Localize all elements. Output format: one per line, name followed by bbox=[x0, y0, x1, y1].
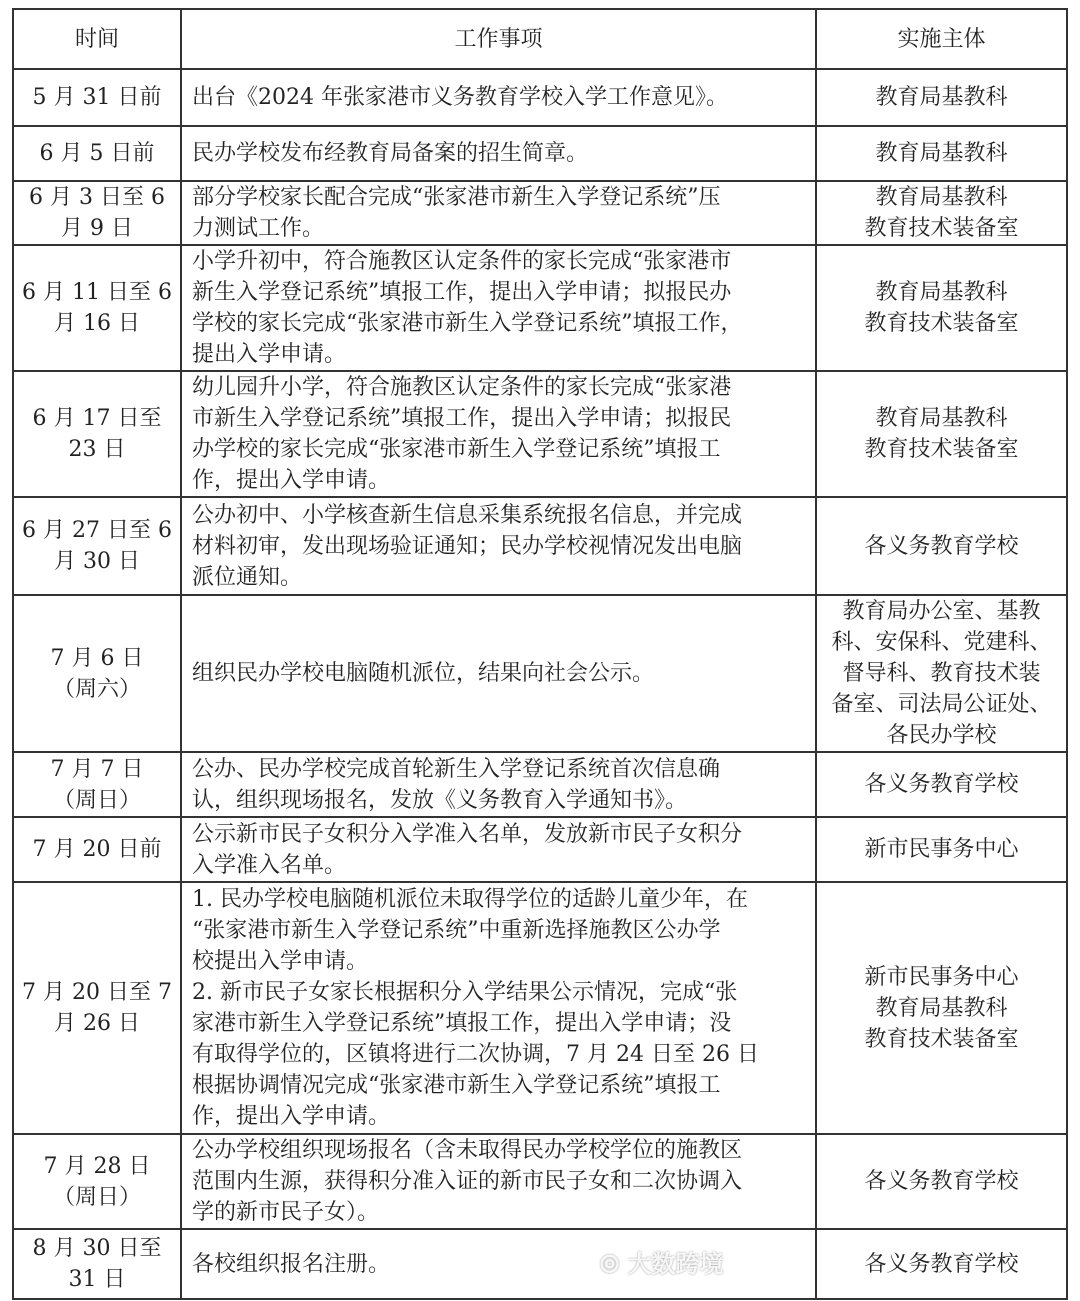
row-task: 组织民办学校电脑随机派位，结果向社会公示。 bbox=[181, 595, 816, 752]
row-owner: 各义务教育学校 bbox=[816, 752, 1067, 817]
row-time: 6 月 11 日至 6 月 16 日 bbox=[13, 245, 181, 371]
row-owner: 教育局办公室、基教 科、安保科、党建科、 督导科、教育技术装 备室、司法局公证处、 各民办学校 bbox=[816, 595, 1067, 752]
row-time: 7 月 7 日 （周日） bbox=[13, 752, 181, 817]
row-owner: 新市民事务中心 bbox=[816, 817, 1067, 882]
table-row bbox=[13, 752, 1067, 817]
row-time: 7 月 6 日 （周六） bbox=[13, 595, 181, 752]
row-task: 各校组织报名注册。 bbox=[181, 1229, 816, 1299]
table-row bbox=[13, 181, 1067, 245]
row-time: 7 月 20 日前 bbox=[13, 817, 181, 882]
enrollment-schedule-table bbox=[12, 8, 1068, 1300]
table-header-row bbox=[13, 9, 1067, 69]
watermark-logo: ⦾ 大数跨境 bbox=[600, 1250, 724, 1278]
row-time: 6 月 3 日至 6 月 9 日 bbox=[13, 181, 181, 245]
row-task: 小学升初中，符合施教区认定条件的家长完成“张家港市 新生入学登记系统”填报工作，提出入学申请；拟报民办 学校的家长完成“张家港市新生入学登记系统”填报工作， 提出入学申请。 bbox=[181, 245, 816, 371]
row-time: 7 月 28 日 （周日） bbox=[13, 1134, 181, 1229]
row-task: 1. 民办学校电脑随机派位未取得学位的适龄儿童少年，在 “张家港市新生入学登记系统”中重新选择施教区公办学 校提出入学申请。 2. 新市民子女家长根据积分入学结果公示情况，完成“张 家港市新生入学登记系统”填报工作，提出入学申请；没 有取得学位的，区镇将进行二次协调，7 月 24 日至 26 日 根据协调情况完成“张家港市新生入学登记系统”填报工 作，提出入学申请。 bbox=[181, 882, 816, 1134]
row-time: 6 月 17 日至 23 日 bbox=[13, 371, 181, 497]
row-owner: 教育局基教科 教育技术装备室 bbox=[816, 181, 1067, 245]
table-row bbox=[13, 1134, 1067, 1229]
row-owner: 各义务教育学校 bbox=[816, 1134, 1067, 1229]
table-row bbox=[13, 126, 1067, 181]
table-row bbox=[13, 1229, 1067, 1299]
row-owner: 教育局基教科 bbox=[816, 69, 1067, 126]
row-owner: 教育局基教科 教育技术装备室 bbox=[816, 245, 1067, 371]
table-row bbox=[13, 371, 1067, 497]
row-task: 公办学校组织现场报名（含未取得民办学校学位的施教区 范围内生源，获得积分准入证的新市民子女和二次协调入 学的新市民子女）。 bbox=[181, 1134, 816, 1229]
row-owner: 各义务教育学校 bbox=[816, 497, 1067, 595]
row-owner: 各义务教育学校 bbox=[816, 1229, 1067, 1299]
header-owner: 实施主体 bbox=[816, 9, 1067, 69]
table-body bbox=[13, 69, 1067, 1299]
row-time: 8 月 30 日至 31 日 bbox=[13, 1229, 181, 1299]
header-task: 工作事项 bbox=[181, 9, 816, 69]
row-task: 幼儿园升小学，符合施教区认定条件的家长完成“张家港 市新生入学登记系统”填报工作，提出入学申请；拟报民 办学校的家长完成“张家港市新生入学登记系统”填报工 作，提出入学申请。 bbox=[181, 371, 816, 497]
table-row bbox=[13, 595, 1067, 752]
row-task: 公办、民办学校完成首轮新生入学登记系统首次信息确 认，组织现场报名，发放《义务教育入学通知书》。 bbox=[181, 752, 816, 817]
row-owner: 教育局基教科 bbox=[816, 126, 1067, 181]
row-owner: 教育局基教科 教育技术装备室 bbox=[816, 371, 1067, 497]
row-time: 6 月 5 日前 bbox=[13, 126, 181, 181]
row-task: 公示新市民子女积分入学准入名单，发放新市民子女积分 入学准入名单。 bbox=[181, 817, 816, 882]
watermark-text: 大数跨境 bbox=[627, 1250, 724, 1278]
row-time: 6 月 27 日至 6 月 30 日 bbox=[13, 497, 181, 595]
row-task: 民办学校发布经教育局备案的招生简章。 bbox=[181, 126, 816, 181]
row-owner: 新市民事务中心 教育局基教科 教育技术装备室 bbox=[816, 882, 1067, 1134]
table-row bbox=[13, 497, 1067, 595]
row-time: 5 月 31 日前 bbox=[13, 69, 181, 126]
table-row bbox=[13, 69, 1067, 126]
table-row bbox=[13, 882, 1067, 1134]
header-time: 时间 bbox=[13, 9, 181, 69]
row-task: 公办初中、小学核查新生信息采集系统报名信息，并完成 材料初审，发出现场验证通知；民办学校视情况发出电脑 派位通知。 bbox=[181, 497, 816, 595]
table-row bbox=[13, 245, 1067, 371]
row-task: 出台《2024 年张家港市义务教育学校入学工作意见》。 bbox=[181, 69, 816, 126]
row-task: 部分学校家长配合完成“张家港市新生入学登记系统”压 力测试工作。 bbox=[181, 181, 816, 245]
table-row bbox=[13, 817, 1067, 882]
row-time: 7 月 20 日至 7 月 26 日 bbox=[13, 882, 181, 1134]
